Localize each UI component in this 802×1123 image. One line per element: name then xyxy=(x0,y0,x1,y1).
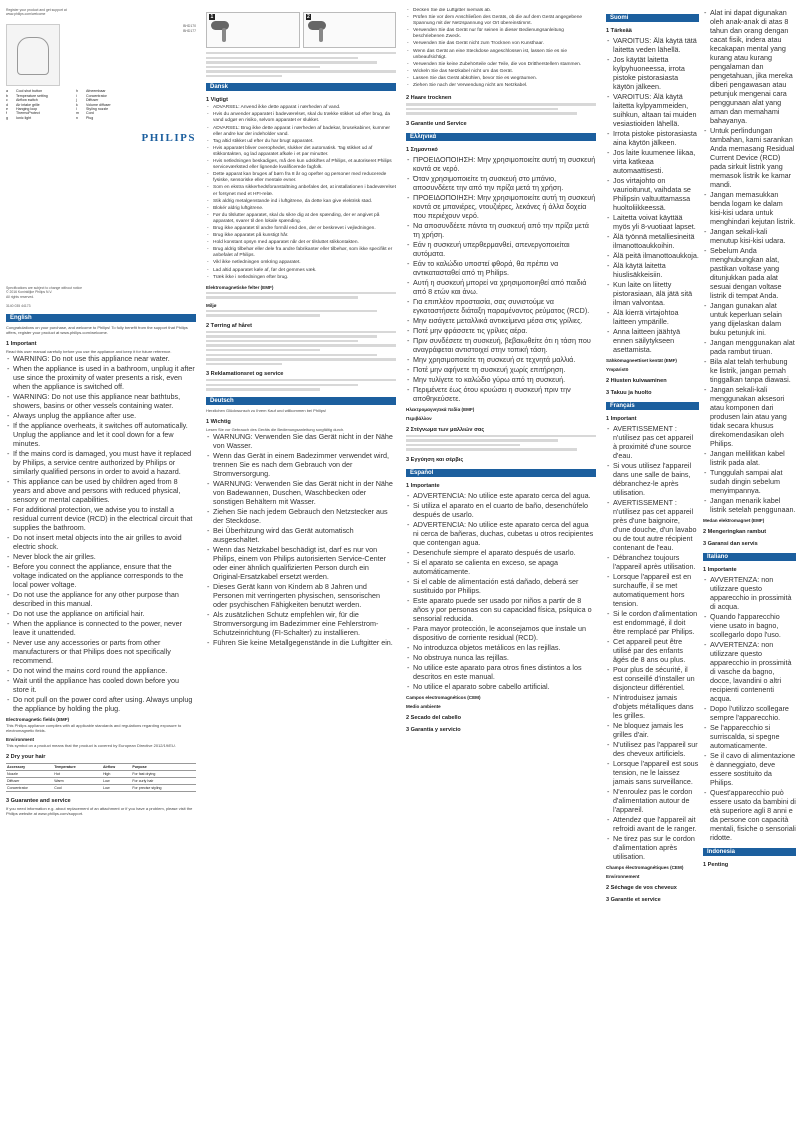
warning-item: - Untuk perlindungan tambahan, kami sarankan Anda memasang Residual Current Device (RCD) pada sirkuit listrik yang memasok listrik ke kamar mandi. xyxy=(710,126,796,189)
section-suomi: Suomi xyxy=(606,14,699,22)
warning-item: - Kun laite on liitetty pistorasiaan, älä jätä sitä ilman valvontaa. xyxy=(613,280,699,307)
column-4 xyxy=(606,8,796,1116)
warning-item: - Hvis du anvender apparatet i badeværelset, skal du trække stikket ud efter brug, da vand udgør en risiko, selvom apparatet er slukket. xyxy=(213,112,396,124)
francais-warnings xyxy=(606,424,699,861)
warning-item: - Εάν το καλώδιο υποστεί φθορά, θα πρέπει να αντικατασταθεί από τη Philips. xyxy=(413,259,596,277)
warning-item: - Jangan sekali-kali menutup kisi-kisi udara. xyxy=(710,227,796,245)
warning-item: - Never block the air grilles. xyxy=(13,552,196,561)
cover-thumbnail xyxy=(6,24,60,86)
warning-item: - Prüfen Sie vor dem Anschließen des Geräts, ob die auf dem Gerät angegebene Spannung mit der Netzspannung vor Ort übereinstimmt. xyxy=(413,15,596,27)
section-greek: Ελληνικά xyxy=(406,133,596,141)
warning-item: - Lorsque l'appareil est sous tension, ne le laissez jamais sans surveillance. xyxy=(613,759,699,786)
warning-item: - Always unplug the appliance after use. xyxy=(13,411,196,420)
warning-item: - Træk ikke i netledningen efter brug. xyxy=(213,275,396,281)
english-emf-heading: Electromagnetic fields (EMF) xyxy=(6,717,70,723)
column-2 xyxy=(206,8,396,1116)
table-row xyxy=(6,771,196,778)
warning-item: - Bila alat telah terhubung ke listrik, jangan pernah tinggalkan tanpa diawasi. xyxy=(710,357,796,384)
section-deutsch: Deutsch xyxy=(206,397,396,405)
warning-item: - AVERTISSEMENT : n'utilisez pas cet appareil à proximité d'une source d'eau. xyxy=(613,424,699,460)
warning-item: - Never use any accessories or parts from other manufacturers or that Philips does not specifically recommend. xyxy=(13,638,196,665)
warning-item: - Ziehen Sie nach jedem Gebrauch den Netzstecker aus der Steckdose. xyxy=(213,507,396,525)
warning-item: - Si vous utilisez l'appareil dans une salle de bains, débranchez-le après utilisation. xyxy=(613,461,699,497)
warning-item: - Ποτέ μην αφήνετε τη συσκευή χωρίς επιτήρηση. xyxy=(413,365,596,374)
warning-item: - Älä käytä laitetta hiuslisäkkeisiin. xyxy=(613,261,699,279)
warning-item: - ADVARSEL: Brug ikke dette apparat i nærheden af badekar, brusekabiner, kummer eller andre kar der indeholder vand. xyxy=(213,126,396,138)
espanol-warnings xyxy=(406,491,596,691)
warning-item: - Decken Sie die Luftgitter niemals ab. xyxy=(413,8,596,14)
warning-item: - Jangan menarik kabel listrik setelah penggunaan. xyxy=(710,496,796,514)
suomi-warnings xyxy=(606,36,699,354)
table-header: Temperature xyxy=(53,764,102,771)
section-espanol: Español xyxy=(406,469,596,477)
suomi-env-heading: Ympäristö xyxy=(606,367,629,372)
warning-item: - Führen Sie keine Metallgegenstände in die Luftgitter ein. xyxy=(213,638,396,647)
figure-row xyxy=(206,12,396,48)
legend-label: Plug xyxy=(86,115,94,120)
english-steps-lines xyxy=(206,52,396,77)
legend-label: Cool shot button xyxy=(16,89,43,94)
warning-item: - Alat ini dapat digunakan oleh anak-anak di atas 8 tahun dan orang dengan cacat fisik, indera atau kecakapan mental yang kurang atau kurang pengalaman dan pengetahuan, jika mereka diberi pengawasan atau petunjuk mengenai cara penggunaan alat yang aman dan memahami bahayanya. xyxy=(710,8,796,125)
deutsch-heading-guarantee: 3 Garantie und Service xyxy=(406,120,467,127)
warning-item: - Ziehen Sie nach der Verwendung nicht am Netzkabel. xyxy=(413,83,596,89)
column-1 xyxy=(6,8,196,1116)
greek-warnings xyxy=(406,155,596,403)
legend-letter: g xyxy=(6,115,8,120)
warning-item: - Brug aldrig tilbehør eller dele fra andre fabrikanter eller tilbehør, som ikke specifikt er anbefalet af Philips. xyxy=(213,247,396,259)
warning-item: - Älä kierrä virtajohtoa laitteen ympärille. xyxy=(613,308,699,326)
warning-item: - Verwenden Sie das Gerät nur für seinen in dieser Bedienungsanleitung beschriebenen Zweck. xyxy=(413,28,596,40)
english-env-text: This symbol on a product means that the product is covered by European Directive 2012/19/EU. xyxy=(6,743,176,749)
indonesia-heading-dry: 2 Mengeringkan rambut xyxy=(703,529,767,535)
warning-item: - Jangan gunakan alat untuk keperluan selain yang dijelaskan dalam buku petunjuk ini. xyxy=(710,301,796,337)
legend-letter: j xyxy=(76,98,77,103)
greek-env-heading: Περιβάλλον xyxy=(406,415,432,421)
suomi-heading-guarantee: 3 Takuu ja huolto xyxy=(606,390,652,396)
warning-item: - ADVERTENCIA: No utilice este aparato cerca del agua ni cerca de bañeras, duchas, cubetas u otros recipientes que contengan agua. xyxy=(413,520,596,547)
warning-item: - Wenn das Netzkabel beschädigt ist, darf es nur von Philips, einem von Philips autorisierten Service-Center oder einer ähnlich qualifizierten Person durch ein Original-Ersatzkabel ersetzt werden. xyxy=(213,545,396,581)
deutsch-warnings-b xyxy=(406,8,596,89)
warning-item: - Bei Überhitzung wird das Gerät automatisch ausgeschaltet. xyxy=(213,526,396,544)
warning-item: - WARNUNG: Verwenden Sie das Gerät nicht in der Nähe von Badewannen, Duschen, Waschbecken oder sonstigen Behältern mit Wasser. xyxy=(213,479,396,506)
hairdryer-icon xyxy=(17,37,49,75)
warning-item: - Blokér aldrig luftgitrene. xyxy=(213,206,396,212)
warning-item: - Μην εισάγετε μεταλλικά αντικείμενα μέσα στις γρίλιες. xyxy=(413,316,596,325)
warning-item: - ΠΡΟΕΙΔΟΠΟΙΗΣΗ: Μην χρησιμοποιείτε αυτή τη συσκευή κοντά σε μπανιέρες, ντουζιέρες, λεκάνες ή άλλα δοχεία που περιέχουν νερό. xyxy=(413,193,596,220)
warning-item: - Hold konstant opsyn med apparatet når det er tilsluttet stikkontakten. xyxy=(213,240,396,246)
table-cell: Concentrator xyxy=(6,785,53,792)
legend-letter: n xyxy=(76,115,78,120)
francais-heading-dry: 2 Séchage de vos cheveux xyxy=(606,885,677,891)
table-body xyxy=(6,771,196,792)
legend-label: Temperature setting xyxy=(16,93,48,98)
espanol-heading-dry: 2 Secado del cabello xyxy=(406,714,462,721)
warning-item: - Laitetta voivat käyttää myös yli 8-vuotiaat lapset. xyxy=(613,213,699,231)
legend-label: Cord xyxy=(86,111,94,116)
philips-logo: PHILIPS xyxy=(141,132,196,145)
suomi-heading-important: 1 Tärkeää xyxy=(606,28,632,34)
dansk-env-heading: Miljø xyxy=(206,302,217,308)
warning-item: - Do not use the appliance on artificial hair. xyxy=(13,609,196,618)
greek-heading-dry: 2 Στέγνωμα των μαλλιών σας xyxy=(406,426,485,433)
warning-item: - Wenn das Gerät an eine Steckdose angeschlossen ist, lassen Sie es nie unbeaufsichtigt. xyxy=(413,49,596,61)
warning-item: - ADVARSEL: Anvend ikke dette apparat i nærheden af vand. xyxy=(213,105,396,111)
warning-item: - Sebelum Anda menghubungkan alat, pastikan voltase yang ditunjukkan pada alat sesuai dengan voltase listrik di tempat Anda. xyxy=(710,246,796,300)
warning-item: - Se l'apparecchio si surriscalda, si spegne automaticamente. xyxy=(710,723,796,750)
warning-item: - Μην χρησιμοποιείτε τη συσκευή σε τεχνητά μαλλιά. xyxy=(413,355,596,364)
warning-item: - Tunggulah sampai alat sudah dingin sebelum menyimpannya. xyxy=(710,468,796,495)
legend-label: Styling nozzle xyxy=(86,107,109,112)
warning-item: - Si utiliza el aparato en el cuarto de baño, desenchúfelo después de usarlo. xyxy=(413,501,596,519)
table-header: Accessory xyxy=(6,764,53,771)
legend-letter: c xyxy=(6,98,8,103)
francais-heading-important: 1 Important xyxy=(606,416,637,422)
legend-letter: k xyxy=(76,102,78,107)
legend-label: ThermoProtect xyxy=(16,111,40,116)
dansk-heading-dry: 2 Tørring af håret xyxy=(206,322,253,329)
warning-item: - Dopo l'utilizzo scollegare sempre l'apparecchio. xyxy=(710,704,796,722)
warning-item: - Wenn das Gerät in einem Badezimmer verwendet wird, trennen Sie es nach dem Gebrauch von der Stromversorgung. xyxy=(213,451,396,478)
warning-item: - AVVERTENZA: non utilizzare questo apparecchio in prossimità di acqua. xyxy=(710,575,796,611)
warning-item: - Jangan menggunakan alat pada rambut tiruan. xyxy=(710,338,796,356)
dansk-emf-heading: Elektromagnetiske felter (EMF) xyxy=(206,284,274,290)
table-cell: For precise styling xyxy=(131,785,196,792)
model-2: BHD177 xyxy=(183,28,196,33)
warning-item: - Lassen Sie das Gerät abkühlen, bevor Sie es wegräumen. xyxy=(413,76,596,82)
warning-item: - Wickeln Sie das Netzkabel nicht um das Gerät. xyxy=(413,69,596,75)
english-emf-text: This Philips appliance complies with all applicable standards and regulations regarding exposure to electromagnetic fields. xyxy=(6,723,182,734)
legend-label: Afneembaar xyxy=(86,89,106,94)
register-url[interactable]: www.philips.com/welcome xyxy=(6,12,46,17)
espanol-heading-guarantee: 3 Garantía y servicio xyxy=(406,726,461,733)
table-header: Airflow xyxy=(102,764,131,771)
warning-item: - Irrota pistoke pistorasiasta aina käytön jälkeen. xyxy=(613,129,699,147)
table-header: Purpose xyxy=(131,764,196,771)
warning-item: - Jos käytät laitetta kylpyhuoneessa, irrota pistoke pistorasiasta käytön jälkeen. xyxy=(613,55,699,91)
warning-item: - Before you connect the appliance, ensure that the voltage indicated on the appliance corresponds to the local power voltage. xyxy=(13,562,196,589)
legend-label: Diffuser xyxy=(86,98,99,103)
warning-item: - Εάν η συσκευή υπερθερμανθεί, απενεργοποιείται αυτόματα. xyxy=(413,240,596,258)
footer-copyright: © 2016 Koninklijke Philips N.V. xyxy=(6,290,53,295)
warning-item: - Ne bloquez jamais les grilles d'air. xyxy=(613,721,699,739)
warning-item: - Attendez que l'appareil ait refroidi avant de le ranger. xyxy=(613,815,699,833)
warning-item: - Jangan sekali-kali menggunakan aksesori atau komponen dari produsen lain atau yang tidak secara khusus direkomendasikan oleh Philips. xyxy=(710,385,796,448)
column-3 xyxy=(406,8,596,1116)
figure-2: 2 xyxy=(303,12,397,48)
section-italiano: Italiano xyxy=(703,553,796,561)
footer-specs: Specifications are subject to change without notice xyxy=(6,286,82,291)
english-accessory-table xyxy=(6,763,196,792)
warning-item: - Als zusätzlichen Schutz empfehlen wir, für die Stromversorgung im Badezimmer eine Fehlerstrom-Schutzeinrichtung (FI-Schalter) zu installieren. xyxy=(213,610,396,637)
deutsch-warnings-a xyxy=(206,432,396,647)
warning-item: - Brug ikke apparatet på kunstigt hår. xyxy=(213,233,396,239)
warning-item: - Jos virtajohto on vaurioitunut, vaihdata se Philipsin valtuuttamassa huoltoliikkeessä. xyxy=(613,176,699,212)
model-1: BHD170 xyxy=(183,24,196,29)
greek-heading-important: 1 Σημαντικό xyxy=(406,146,438,153)
english-intro: Congratulations on your purchase, and welcome to Philips! To fully benefit from the support that Philips offers, register your product at www.philips.com/welcome. xyxy=(6,325,188,336)
warning-item: - Μην τυλίγετε το καλώδιο γύρω από τη συσκευή. xyxy=(413,375,596,384)
handle-icon xyxy=(319,28,323,42)
warning-item: - Anna laitteen jäähtyä ennen säilytykseen asettamista. xyxy=(613,327,699,354)
warning-item: - Verwenden Sie das Gerät nicht zum Trocknen von Kunsthaar. xyxy=(413,41,596,47)
handle-icon xyxy=(222,28,226,42)
warning-item: - Ne tirez pas sur le cordon d'alimentation après utilisation. xyxy=(613,834,699,861)
english-read-text: Read this user manual carefully before you use the appliance and keep it for future reference. xyxy=(6,349,172,355)
warning-item: - WARNUNG: Verwenden Sie das Gerät nicht in der Nähe von Wasser. xyxy=(213,432,396,450)
warning-item: - Να αποσυνδέετε πάντα τη συσκευή από την πρίζα μετά τη χρήση. xyxy=(413,221,596,239)
warning-item: - Hvis apparatet bliver overophedet, slukker det automatisk. Tag stikket ud af stikkontakten, og lad apparatet afkøle i et par minutter. xyxy=(213,146,396,158)
footer-code: 3140 035 44173 xyxy=(6,303,31,308)
english-env-heading: Environment xyxy=(6,737,35,743)
francais-env-heading: Environnement xyxy=(606,874,640,879)
deutsch-heading-important: 1 Wichtig xyxy=(206,418,231,425)
warning-item: - Desenchufe siempre el aparato después de usarlo. xyxy=(413,548,596,557)
warning-item: - When the appliance is used in a bathroom, unplug it after use since the proximity of water presents a risk, even when the appliance is switched off. xyxy=(13,364,196,391)
suomi-heading-dry: 2 Hiusten kuivaaminen xyxy=(606,378,667,384)
warning-item: - VAROITUS: Älä käytä laitetta kylpyammeiden, suihkun, altaan tai muiden vesiastioiden lähellä. xyxy=(613,92,699,128)
warning-item: - Do not wind the mains cord round the appliance. xyxy=(13,666,196,675)
warning-item: - Quest'apparecchio può essere usato da bambini di età superiore agli 8 anni e da persone con capacità mentali, fisiche o sensoriali ridotte. xyxy=(710,788,796,842)
espanol-env-heading: Medio ambiente xyxy=(406,703,441,709)
dansk-heading-guarantee: 3 Reklamationsret og service xyxy=(206,371,284,378)
warning-item: - Jangan melilitkan kabel listrik pada alat. xyxy=(710,449,796,467)
legend-letter: i xyxy=(76,93,77,98)
warning-item: - Débranchez toujours l'appareil après utilisation. xyxy=(613,553,699,571)
warning-item: - Jos laite kuumenee liikaa, virta katkeaa automaattisesti. xyxy=(613,148,699,175)
italiano-heading-important: 1 Importante xyxy=(703,567,737,573)
hairdryer-icon xyxy=(308,21,326,30)
english-heading-guarantee: 3 Guarantee and service xyxy=(6,798,71,805)
warning-item: - No utilice este aparato para otros fines distintos a los descritos en este manual. xyxy=(413,663,596,681)
indonesia-warnings xyxy=(703,8,796,514)
legend-letter: l xyxy=(76,107,77,112)
warning-item: - Tag altid stikket ud efter du har brugt apparatet. xyxy=(213,139,396,145)
greek-emf-heading: Ηλεκτρομαγνητικά πεδία (EMF) xyxy=(406,406,475,412)
warning-item: - Περιμένετε έως ότου κρυώσει η συσκευή πριν την αποθηκεύσετε. xyxy=(413,385,596,403)
warning-item: - Si le cordon d'alimentation est endommagé, il doit être remplacé par Philips. xyxy=(613,609,699,636)
warning-item: - ΠΡΟΕΙΔΟΠΟΙΗΣΗ: Μην χρησιμοποιείτε αυτή τη συσκευή κοντά σε νερό. xyxy=(413,155,596,173)
indonesia-heading-guarantee: 3 Garansi dan servis xyxy=(703,541,758,547)
dansk-heading-important: 1 Vigtigt xyxy=(206,97,228,104)
table-cell: Diffuser xyxy=(6,778,53,785)
warning-item: - Se il cavo di alimentazione è danneggiato, deve essere sostituito da Philips. xyxy=(710,751,796,787)
legend-label: Air intake grille xyxy=(16,102,40,107)
deutsch-intro: Herzlichen Glückwunsch zu Ihrem Kauf und willkommen bei Philips! xyxy=(206,407,327,413)
legend-letter: h xyxy=(76,89,78,94)
warning-item: - VAROITUS: Älä käytä tätä laitetta veden lähellä. xyxy=(613,36,699,54)
table-cell: High xyxy=(102,771,131,778)
francais-heading-guarantee: 3 Garantie et service xyxy=(606,897,661,903)
table-cell: Hot xyxy=(53,771,102,778)
warning-item: - ADVERTENCIA: No utilice este aparato cerca del agua. xyxy=(413,491,596,500)
warning-item: - Som en ekstra sikkerhedsforanstaltning anbefales det, at installationen i badeværelset er forsynet med et HFI-relæ. xyxy=(213,185,396,197)
warning-item: - Do not pull on the power cord after using. Always unplug the appliance by holding the plug. xyxy=(13,695,196,713)
warning-item: - Para mayor protección, le aconsejamos que instale un dispositivo de corriente residual (RCD). xyxy=(413,624,596,642)
warning-item: - Stik aldrig metalgenstande ind i luftgitrene, da dette kan give elektrisk stød. xyxy=(213,199,396,205)
warning-item: - For additional protection, we advise you to install a residual current device (RCD) in the electrical circuit that supplies the bathroom. xyxy=(13,505,196,532)
warning-item: - Älä peitä ilmanottoaukkoja. xyxy=(613,251,699,260)
warning-item: - Älä työnnä metalliesineitä ilmanottoaukkoihin. xyxy=(613,232,699,250)
english-guarantee-text: If you need information e.g. about replacement of an attachment or if you have a problem, please visit the Philips website at www.philips.com/support. xyxy=(6,806,193,817)
greek-heading-guarantee: 3 Εγγύηση και σέρβις xyxy=(406,456,464,463)
warning-item: - WARNING: Do not use this appliance near water. xyxy=(13,354,196,363)
warning-item: - AVVERTENZA: non utilizzare questo apparecchio in prossimità di vasche da bagno, docce, lavandini o altri recipienti contenenti acqua. xyxy=(710,640,796,703)
warning-item: - Πριν συνδέσετε τη συσκευή, βεβαιωθείτε ότι η τάση που αναγράφεται αντιστοιχεί στην τοπική τάση. xyxy=(413,336,596,354)
figure-1: 1 xyxy=(206,12,300,48)
indonesia-heading-important: 1 Penting xyxy=(703,862,729,868)
english-heading-dry: 2 Dry your hair xyxy=(6,754,46,761)
legend-letter: m xyxy=(76,111,79,116)
table-cell: For curly hair xyxy=(131,778,196,785)
warning-item: - Vikl ikke netledningen omkring apparatet. xyxy=(213,260,396,266)
table-cell: Cool xyxy=(53,785,102,792)
register-line: Register your product and get support at xyxy=(6,8,67,12)
legend-label: Ionic light xyxy=(16,115,32,120)
italiano-warnings xyxy=(703,575,796,842)
warning-item: - N'introduisez jamais d'objets métalliques dans les grilles. xyxy=(613,693,699,720)
table-cell: For fast drying xyxy=(131,771,196,778)
footer-rights: All rights reserved. xyxy=(6,294,35,299)
table-cell: Warm xyxy=(53,778,102,785)
english-heading-important: 1 Important xyxy=(6,341,37,348)
warning-item: - WARNING: Do not use this appliance near bathtubs, showers, basins or other vessels containing water. xyxy=(13,392,196,410)
legend-label: Airflow switch xyxy=(16,98,38,103)
warning-item: - AVERTISSEMENT : n'utilisez pas cet appareil près d'une baignoire, d'une douche, d'un lavabo ou de tout autre récipient contenant de l'eau. xyxy=(613,498,699,552)
english-warnings xyxy=(6,354,196,713)
table-row xyxy=(6,778,196,785)
legend-letter: e xyxy=(6,107,8,112)
warning-item: - Si el cable de alimentación está dañado, deberá ser sustituido por Philips. xyxy=(413,577,596,595)
warning-item: - Ποτέ μην φράσσετε τις γρίλιες αέρα. xyxy=(413,326,596,335)
warning-item: - Do not insert metal objects into the air grilles to avoid electric shock. xyxy=(13,533,196,551)
suomi-emf-heading: Sähkömagneettiset kentät (EMF) xyxy=(606,358,677,363)
warning-item: - Lorsque l'appareil est en surchauffe, il se met automatiquement hors tension. xyxy=(613,572,699,608)
table-row xyxy=(6,785,196,792)
warning-item: - If the mains cord is damaged, you must have it replaced by Philips, a service centre authorized by Philips or similarly qualified persons in order to avoid a hazard. xyxy=(13,449,196,476)
espanol-heading-important: 1 Importante xyxy=(406,482,440,489)
legend-label: Volume diffuser xyxy=(86,102,111,107)
warning-item: - N'utilisez pas l'appareil sur des cheveux artificiels. xyxy=(613,740,699,758)
legend-letter: a xyxy=(6,89,8,94)
warning-item: - Verwenden Sie keine Zubehörteile oder Teile, die von Drittherstellern stammen. xyxy=(413,62,596,68)
warning-item: - Για επιπλέον προστασία, σας συνιστούμε να εγκαταστήσετε διάταξη παραμένοντος ρεύματος (RCD). xyxy=(413,297,596,315)
deutsch-heading-dry: 2 Haare trocknen xyxy=(406,95,452,102)
warning-item: - This appliance can be used by children aged from 8 years and above and persons with reduced physical, sensory or mental capabilities. xyxy=(13,477,196,504)
warning-item: - No utilice el aparato sobre cabello artificial. xyxy=(413,682,596,691)
legend-letter: b xyxy=(6,93,8,98)
warning-item: - Brug ikke apparatet til andre formål end den, der er beskrevet i vejledningen. xyxy=(213,226,396,232)
table-cell: Low xyxy=(102,785,131,792)
table-cell: Low xyxy=(102,778,131,785)
legend-letter: d xyxy=(6,102,8,107)
warning-item: - No obstruya nunca las rejillas. xyxy=(413,653,596,662)
warning-item: - Όταν χρησιμοποιείτε τη συσκευή στο μπάνιο, αποσυνδέετε την από την πρίζα μετά τη χρήση. xyxy=(413,174,596,192)
warning-item: - Este aparato puede ser usado por niños a partir de 8 años y por personas con su capacidad física, psíquica o sensorial reducida. xyxy=(413,596,596,623)
hairdryer-icon xyxy=(211,21,229,30)
warning-item: - Αυτή η συσκευή μπορεί να χρησιμοποιηθεί από παιδιά από 8 ετών και άνω. xyxy=(413,278,596,296)
deutsch-read-text: Lesen Sie vor Gebrauch des Geräts die Bedienungsanleitung sorgfältig durch. xyxy=(206,426,345,432)
warning-item: - Lad altid apparatet køle af, før det gemmes væk. xyxy=(213,268,396,274)
legend-label: Hanging loop xyxy=(16,107,38,112)
warning-item: - Quando l'apparecchio viene usato in bagno, scollegarlo dopo l'uso. xyxy=(710,612,796,639)
warning-item: - No introduzca objetos metálicos en las rejillas. xyxy=(413,643,596,652)
section-dansk: Dansk xyxy=(206,83,396,91)
section-indonesia: Indonesia xyxy=(703,848,796,856)
legend-letter: f xyxy=(6,111,7,116)
francais-emf-heading: Champs électromagnétiques (CEM) xyxy=(606,865,684,870)
indonesia-emf-heading: Medan elektromagnet (EMF) xyxy=(703,518,765,523)
legend-label: Concentrator xyxy=(86,93,107,98)
dansk-warnings xyxy=(206,105,396,280)
espanol-emf-heading: Campos electromagnéticos (CEM) xyxy=(406,694,481,700)
warning-item: - Jangan memasukkan benda logam ke dalam kisi-kisi udara untuk menghindari kejutan listrik. xyxy=(710,190,796,226)
section-english: English xyxy=(6,314,196,322)
warning-item: - Do not use the appliance for any other purpose than described in this manual. xyxy=(13,590,196,608)
warning-item: - When the appliance is connected to the power, never leave it unattended. xyxy=(13,619,196,637)
warning-item: - Si el aparato se calienta en exceso, se apaga automáticamente. xyxy=(413,558,596,576)
warning-item: - Cet appareil peut être utilisé par des enfants âgés de 8 ans ou plus. xyxy=(613,637,699,664)
warning-item: - Dieses Gerät kann von Kindern ab 8 Jahren und Personen mit verringerten physischen, sensorischen oder psychischen Fähigkeiten benutzt werden. xyxy=(213,582,396,609)
warning-item: - Wait until the appliance has cooled down before you store it. xyxy=(13,676,196,694)
warning-item: - Dette apparat kan bruges af børn fra 8 år og opefter og personer med reducerede fysiske, sensoriske eller mentale evner. xyxy=(213,172,396,184)
table-header-row xyxy=(6,764,196,771)
warning-item: - Hvis netledningen beskadiges, må den kun udskiftes af Philips, et autoriseret Philips serviceværksted eller lignende kvalificerede fagfolk. xyxy=(213,159,396,171)
warning-item: - Før du tilslutter apparatet, skal du sikre dig at den spænding, der er angivet på apparatet, svarer til den lokale spænding. xyxy=(213,213,396,225)
table-cell: Nozzle xyxy=(6,771,53,778)
warning-item: - Pour plus de sécurité, il est conseillé d'installer un disjoncteur différentiel. xyxy=(613,665,699,692)
warning-item: - If the appliance overheats, it switches off automatically. Unplug the appliance and let it cool down for a few minutes. xyxy=(13,421,196,448)
warning-item: - N'enroulez pas le cordon d'alimentation autour de l'appareil. xyxy=(613,787,699,814)
parts-legend xyxy=(6,89,196,120)
section-francais: Français xyxy=(606,402,699,410)
